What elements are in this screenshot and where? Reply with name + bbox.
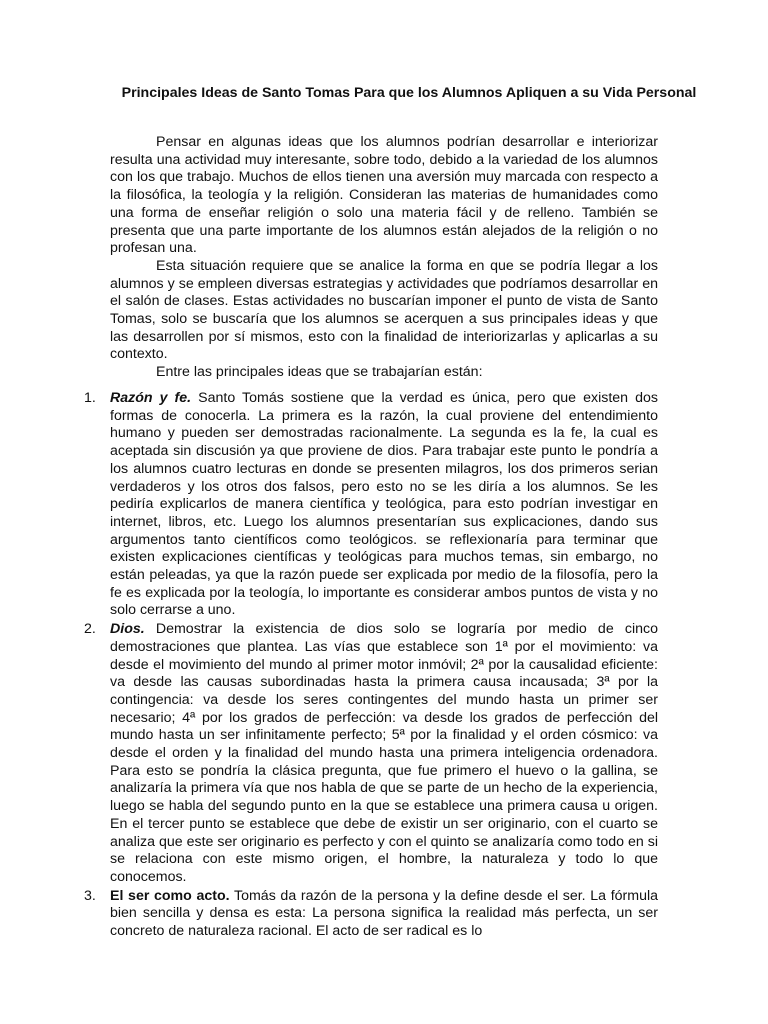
list-item-text: Santo Tomás sostiene que la verdad es única, pero que existen dos formas de conocerla. La primera es la razón, la cual proviene del entendimiento humano y pueden ser demostradas racionalmente. La segunda es la fe, la cual es aceptada sin discusión ya que proviene de dios. Para trabajar este punto le pondría a los alumnos cuatro lecturas en donde se presenten milagros, los dos primeros serian verdaderos y los otros dos falsos, pero esto no se les diría a los alumnos. Se les pediría explicarlos de manera científica y teológica, para esto podrían investigar en internet, libros, etc. Luego los alumnos presentarían sus explicaciones, dando sus argumentos tanto científicos como teológicos. se reflexionaría para terminar que existen explicaciones científicas y teológicas para muchos temas, sin embargo, no están peleadas, ya que la razón puede ser explicada por medio de la filosofía, pero la fe es explicada por la teología, lo importante es considerar ambos puntos de vista y no solo cerrarse a uno. xyxy=(110,390,658,619)
intro-section xyxy=(110,134,658,382)
intro-paragraph: Entre las principales ideas que se trabajarían están: xyxy=(156,364,483,381)
list-item-number: 3. xyxy=(84,887,96,904)
intro-paragraph: Pensar en algunas ideas que los alumnos podrían desarrollar e interiorizar resulta una actividad muy interesante, sobre todo, debido a la variedad de los alumnos con los que trabajo. Muchos de ellos tienen una aversión muy marcada con respecto a la filosófica, la teología y la religión. Consideran las materias de humanidades como una forma de enseñar religión o solo una materia fácil y de relleno. También se presenta que una parte importante de los alumnos están alejados de la religión o no profesan una. xyxy=(110,134,658,257)
list-item-heading: Razón y fe. xyxy=(110,390,192,406)
list-item-text: Tomás da razón de la persona y la define desde el ser. La fórmula bien sencilla y densa es esta: La persona significa la realidad más perfecta, un ser concreto de naturaleza racional. El acto de ser radical es lo xyxy=(110,887,659,940)
list-item-number: 1. xyxy=(84,390,96,406)
document-title: Principales Ideas de Santo Tomas Para que los Alumnos Apliquen a su Vida Personal xyxy=(121,85,697,101)
list-item-heading: El ser como acto. xyxy=(110,887,230,904)
list-item-heading: Dios. xyxy=(110,621,145,638)
list-item xyxy=(84,888,658,941)
intro-paragraph: Esta situación requiere que se analice la forma en que se podría llegar a los alumnos y se empleen diversas estrategias y actividades que podríamos desarrollar en el salón de clases. Estas actividades no buscarían imponer el punto de vista de Santo Tomas, solo se buscaría que los alumnos se acerquen a sus principales ideas y que las desarrollen por sí mismos, esto con la finalidad de interiorizarlas y aplicarlas a su contexto. xyxy=(110,257,658,363)
list-item xyxy=(84,621,658,887)
list-item xyxy=(84,390,658,620)
list-item-text: Demostrar la existencia de dios solo se lograría por medio de cinco demostraciones que plantea. Las vías que establece son 1ª por el movimiento: va desde el movimiento del mundo al primer motor inmóvil; 2ª por la causalidad eficiente: va desde las causas subordinadas hasta la primera causa incausada; 3ª por la contingencia: va desde los seres contingentes del mundo hasta un primer ser necesario; 4ª por los grados de perfección: va desde los grados de perfección del mundo hasta un ser infinitamente perfecto; 5ª por la finalidad y el orden cósmico: va desde el orden y la finalidad del mundo hasta una primera inteligencia ordenadora. Para esto se pondría la clásica pregunta, que fue primero el huevo o la gallina, se analizaría la primera vía que nos habla de que se parte de un hecho de la experiencia, luego se habla del segundo punto en la que se establece una primera causa u origen. En el tercer punto se establece que debe de existir un ser originario, con el cuarto se analiza que este ser originario es perfecto y con el quinto se analizaría como todo en si se relaciona con este mismo origen, el hombre, la naturaleza y todo lo que conocemos. xyxy=(110,621,658,885)
list-item-number: 2. xyxy=(84,621,96,638)
ideas-list xyxy=(84,390,658,942)
